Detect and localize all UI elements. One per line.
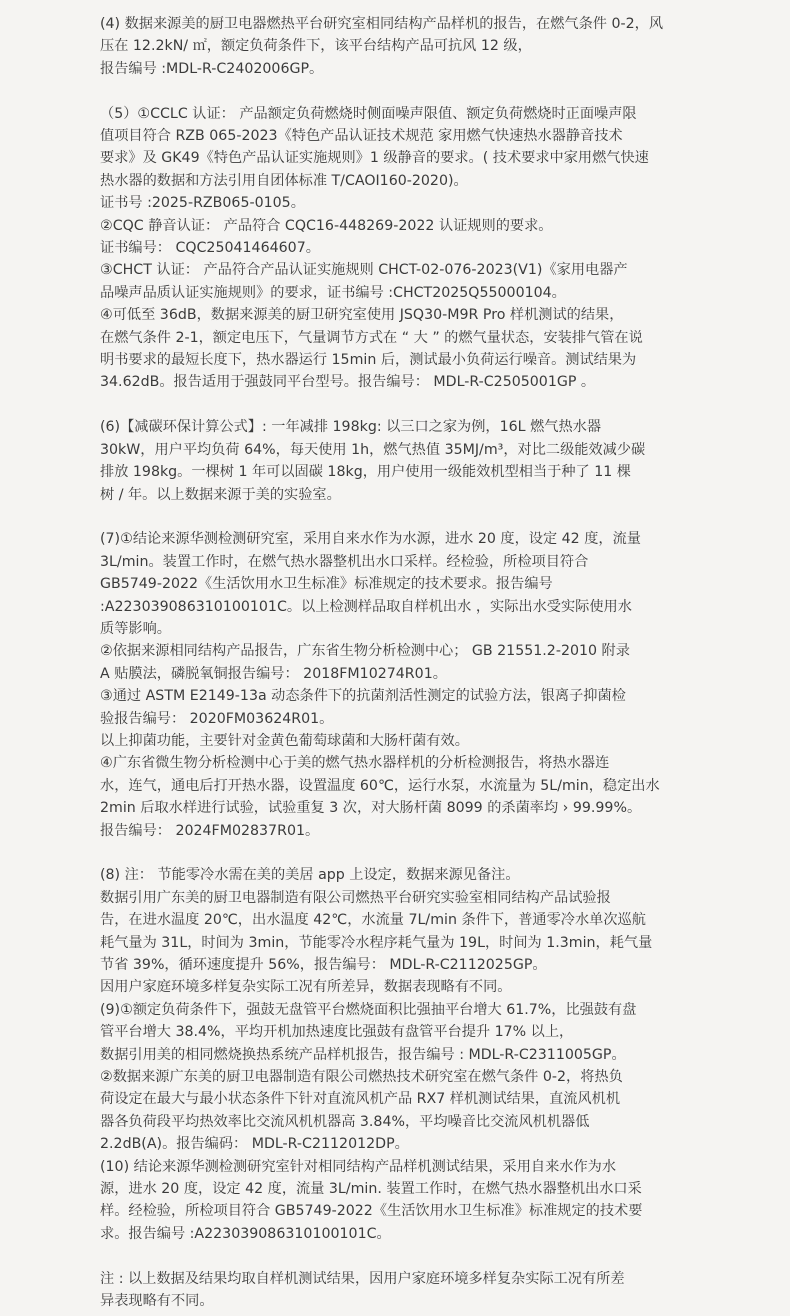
note-line: 证书号 :2025-RZB065-0105。 bbox=[100, 195, 305, 212]
note-line: 压在 12.2kN/ ㎡，额定负荷条件下，该平台结构产品可抗风 12 级， bbox=[100, 38, 532, 55]
note-line: 因用户家庭环境多样复杂实际工况有所差异，数据表现略有不同。 bbox=[100, 979, 512, 996]
note-line: ④可低至 36dB，数据来源美的厨卫研究室使用 JSQ30-M9R Pro 样机测试的结果， bbox=[100, 307, 624, 324]
note-line: (6)【减碳环保计算公式】: 一年减排 198kg: 以三口之家为例，16L 燃气热水器 bbox=[100, 419, 602, 436]
note-line: 证书编号： CQC25041464607。 bbox=[100, 240, 320, 257]
note-line: ②CQC 静音认证： 产品符合 CQC16-448269-2022 认证规则的要求。 bbox=[100, 217, 553, 234]
note-line: 耗气量为 31L，时间为 3min，节能零冷水程序耗气量为 19L，时间为 1.3min，耗气量 bbox=[100, 934, 653, 951]
note-line: 排放 198kg。一棵树 1 年可以固碳 18kg，用户使用一级能效机型相当于种了 11 棵 bbox=[100, 464, 631, 481]
note-line: A 贴膜法，磷脱氧铜报告编号： 2018FM10274R01。 bbox=[100, 665, 447, 682]
note-line: ②数据来源广东美的厨卫电器制造有限公司燃热技术研究室在燃气条件 0-2，将热负 bbox=[100, 1069, 623, 1086]
note-line: ③通过 ASTM E2149-13a 动态条件下的抗菌剂活性测定的试验方法，银离子抑菌检 bbox=[100, 688, 626, 705]
note-line: 验报告编号： 2020FM03624R01。 bbox=[100, 710, 334, 727]
paragraph-gap bbox=[100, 394, 772, 416]
note-line: 源，进水 20 度，设定 42 度，流量 3L/min. 装置工作时，在燃气热水器整机出水口采 bbox=[100, 1181, 642, 1198]
paragraph-gap bbox=[100, 80, 772, 102]
note-line: 品噪声品质认证实施规则》的要求，证书编号 :CHCT2025Q55000104。 bbox=[100, 284, 566, 301]
note-line: 注 : 以上数据及结果均取自样机测试结果，因用户家庭环境多样复杂实际工况有所差 bbox=[100, 1270, 625, 1287]
note-line: 数据引用美的相同燃烧换热系统产品样机报告，报告编号 : MDL-R-C2311005GP。 bbox=[100, 1046, 626, 1063]
note-line: 明书要求的最短长度下，热水器运行 15min 后，测试最小负荷运行噪音。测试结果为 bbox=[100, 352, 637, 369]
note-line: 以上抑菌功能，主要针对金黄色葡萄球菌和大肠杆菌有效。 bbox=[100, 732, 469, 749]
note-line: 2.2dB(A)。报告编码： MDL-R-C2112012DP。 bbox=[100, 1136, 409, 1153]
note-line: 器各负荷段平均热效率比交流风机机器高 3.84%，平均噪音比交流风机机器低 bbox=[100, 1113, 590, 1130]
note-line: GB5749-2022《生活饮用水卫生标准》标准规定的技术要求。报告编号 bbox=[100, 576, 553, 593]
note-line: （5）①CCLC 认证： 产品额定负荷燃烧时侧面噪声限值、额定负荷燃烧时正面噪声限 bbox=[100, 105, 637, 122]
note-line: 节省 39%，循环速度提升 56%，报告编号： MDL-R-C2112025GP。 bbox=[100, 957, 547, 973]
note-line: (7)①结论来源华测检测研究室，采用自来水作为水源，进水 20 度，设定 42 度，流量 bbox=[100, 531, 641, 548]
paragraph-gap bbox=[100, 506, 772, 528]
note-line: 样。经检验，所检项目符合 GB5749-2022《生活饮用水卫生标准》标准规定的技术要 bbox=[100, 1203, 643, 1220]
note-line: 树 / 年。以上数据来源于美的实验室。 bbox=[100, 486, 341, 503]
note-line: (9)①额定负荷条件下，强鼓无盘管平台燃烧面积比强抽平台增大 61.7%，比强鼓有盘 bbox=[100, 1001, 637, 1018]
note-line: 求。报告编号 :A223039086310100101C。 bbox=[100, 1225, 391, 1242]
note-line: 异表现略有不同。 bbox=[100, 1293, 214, 1310]
paragraph-gap bbox=[100, 842, 772, 864]
note-line: 荷设定在最大与最小状态条件下针对直流风机产品 RX7 样机测试结果，直流风机机 bbox=[100, 1091, 621, 1108]
note-line: 报告编号 :MDL-R-C2402006GP。 bbox=[100, 60, 324, 77]
note-line: 管平台增大 38.4%，平均开机加热速度比强鼓有盘管平台提升 17% 以上， bbox=[100, 1024, 574, 1041]
note-line: ②依据来源相同结构产品报告，广东省生物分析检测中心； GB 21551.2-2010 附录 bbox=[100, 643, 630, 660]
note-line: 2min 后取水样进行试验，试验重复 3 次，对大肠杆菌 8099 的杀菌率均 › 99.99%。 bbox=[100, 800, 642, 817]
note-line: :A223039086310100101C。以上检测样品取自样机出水 ，实际出水受实际使用水 bbox=[100, 598, 632, 615]
note-line: (8) 注： 节能零冷水需在美的美居 app 上设定，数据来源见备注。 bbox=[100, 867, 520, 884]
note-line: 要求》及 GK49《特色产品认证实施规则》1 级静音的要求。( 技术要求中家用燃气快速 bbox=[100, 150, 649, 167]
note-line: (10) 结论来源华测检测研究室针对相同结构产品样机测试结果，采用自来水作为水 bbox=[100, 1158, 617, 1175]
note-line: 报告编号： 2024FM02837R01。 bbox=[100, 822, 320, 839]
note-line: (4) 数据来源美的厨卫电器燃热平台研究室相同结构产品样机的报告，在燃气条件 0-2，风 bbox=[100, 16, 664, 32]
note-line: 值项目符合 RZB 065-2023《特色产品认证技术规范 家用燃气快速热水器静音技术 bbox=[100, 128, 623, 145]
note-line: 质等影响。 bbox=[100, 620, 171, 637]
note-line: ③CHCT 认证： 产品符合产品认证实施规则 CHCT-02-076-2023(V1)《家用电器产 bbox=[100, 262, 628, 279]
note-line: 在燃气条件 2-1，额定电压下，气量调节方式在 “ 大 ” 的燃气量状态，安装排气管在说 bbox=[100, 329, 643, 346]
note-line: 告，在进水温度 20℃，出水温度 42℃，水流量 7L/min 条件下，普通零冷水单次巡航 bbox=[100, 912, 646, 929]
note-line: 数据引用广东美的厨卫电器制造有限公司燃热平台研究实验室相同结构产品试验报 bbox=[100, 889, 611, 906]
paragraph-gap bbox=[100, 1245, 772, 1267]
note-line: 34.62dB。报告适用于强鼓同平台型号。报告编号： MDL-R-C2505001GP 。 bbox=[100, 374, 596, 391]
note-line: 3L/min。装置工作时，在燃气热水器整机出水口采样。经检验，所检项目符合 bbox=[100, 553, 589, 570]
note-line: 水，连气，通电后打开热水器，设置温度 60℃，运行水泵，水流量为 5L/min，稳定出水 bbox=[100, 777, 660, 794]
note-line: 30kW，用户平均负荷 64%，每天使用 1h，燃气热值 35MJ/m³，对比二级能效减少碳 bbox=[100, 441, 646, 458]
note-line: 热水器的数据和方法引用自团体标准 T/CAOI160-2020)。 bbox=[100, 172, 468, 189]
note-line: ④广东省微生物分析检测中心于美的燃气热水器样机的分析检测报告，将热水器连 bbox=[100, 755, 610, 772]
